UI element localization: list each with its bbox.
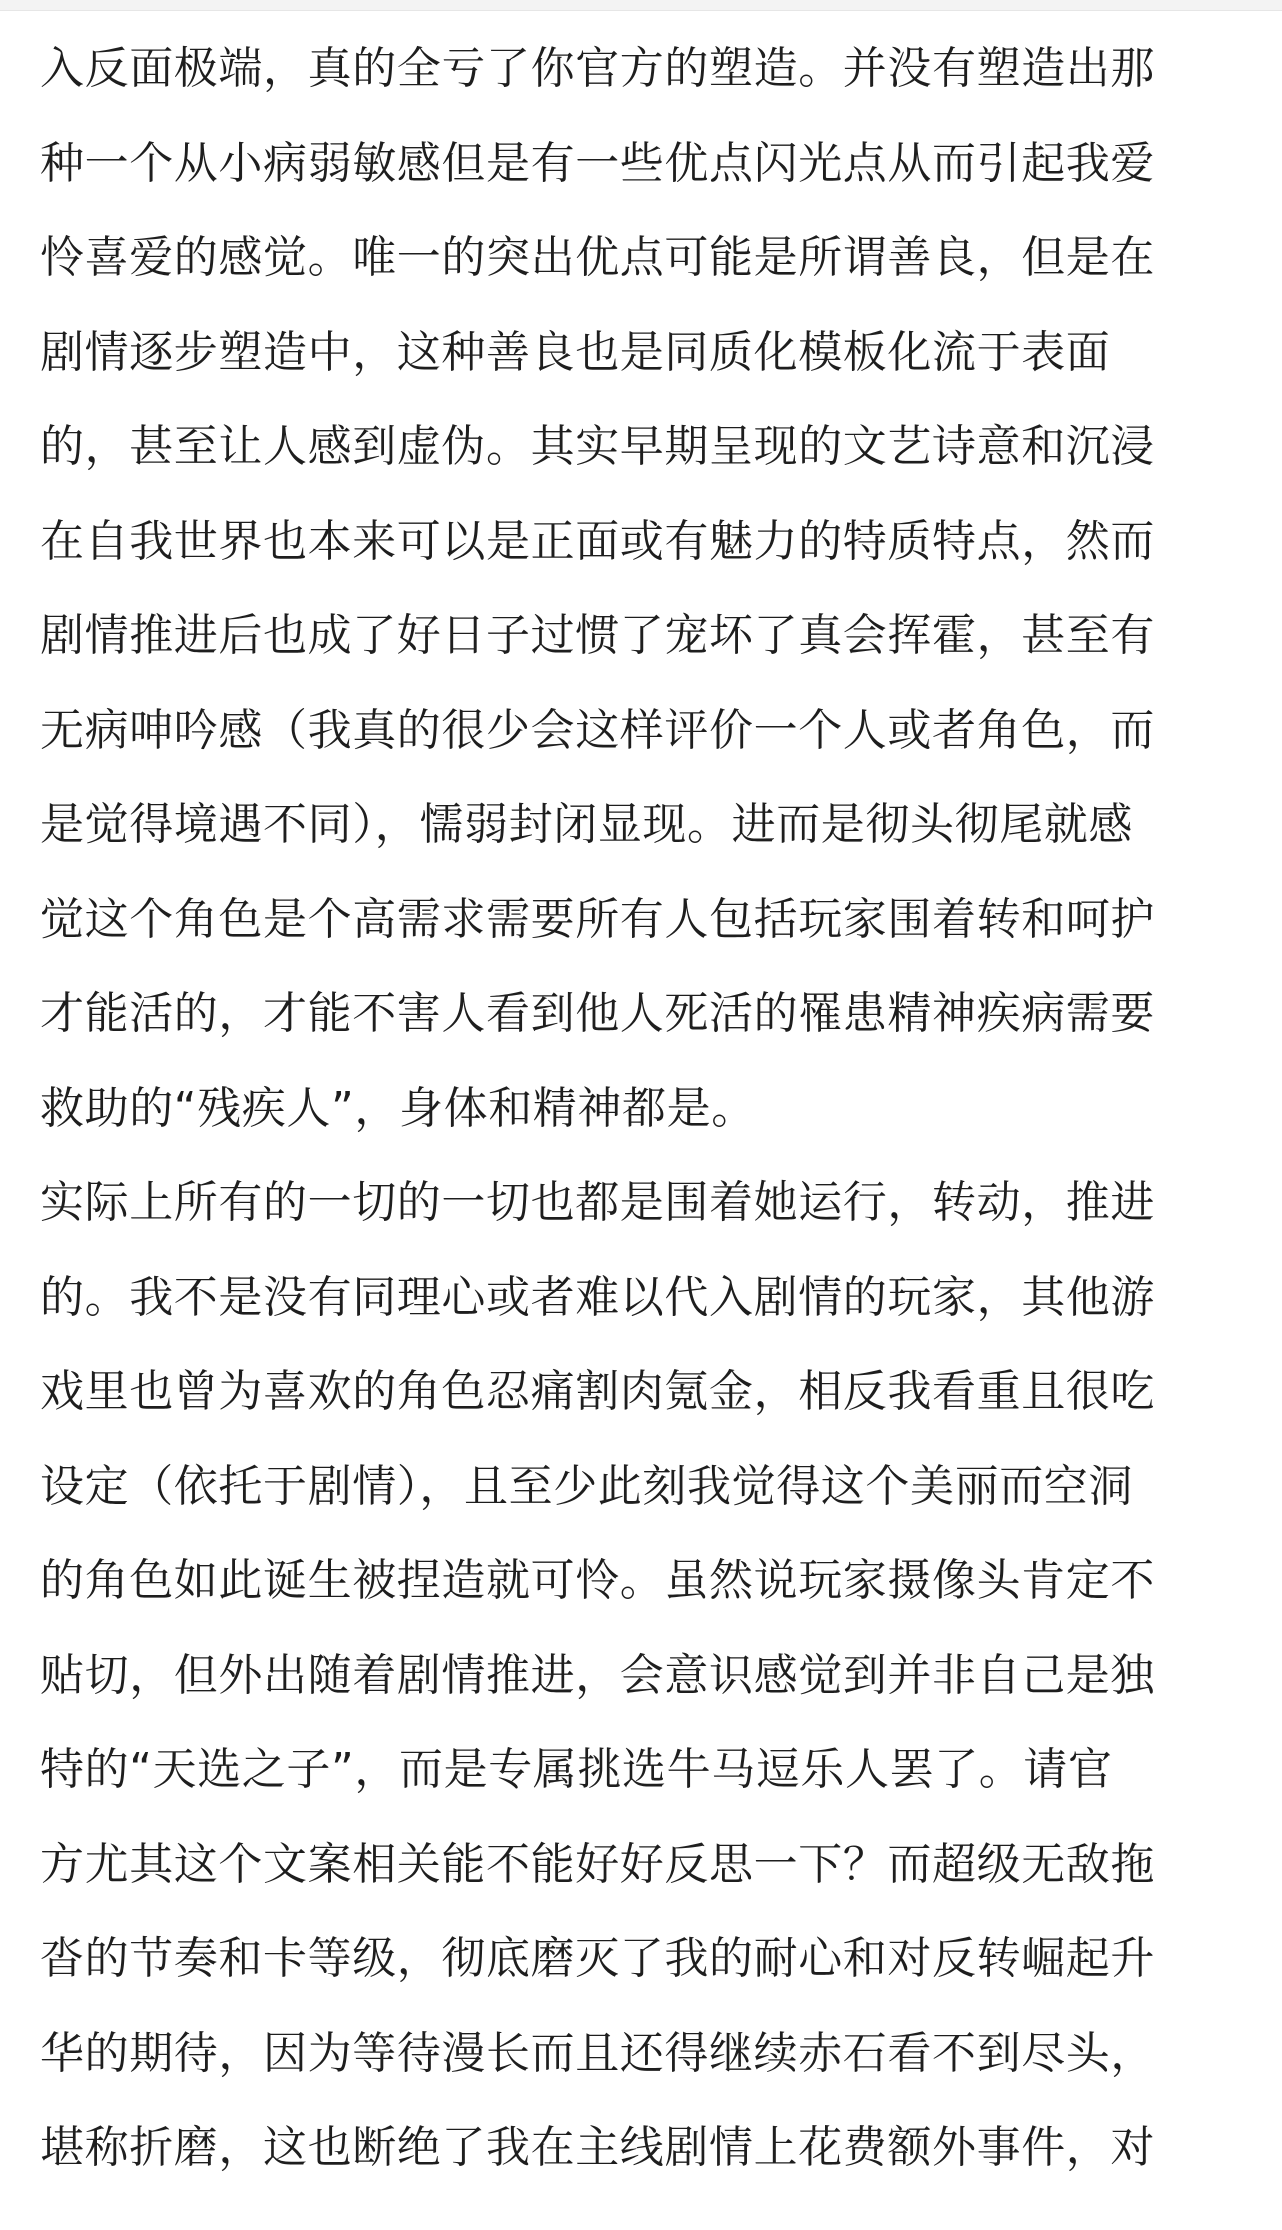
text-line: 救助的“残疾人”，身体和精神都是。 [40, 1082, 756, 1134]
top-divider [0, 0, 1282, 11]
text-line: 的角色如此诞生被捏造就可怜。虽然说玩家摄像头肯定不 [40, 1555, 1155, 1606]
text-line: 戏里也曾为喜欢的角色忍痛割肉氪金，相反我看重且很吃 [40, 1366, 1155, 1417]
text-line: 剧情推进后也成了好日子过惯了宠坏了真会挥霍，甚至有 [40, 610, 1155, 661]
text-line: 觉这个角色是个高需求需要所有人包括玩家围着转和呵护 [40, 893, 1155, 945]
text-line: 特的“天选之子”，而是专属挑选牛马逗乐人罢了。请官 [40, 1744, 1113, 1795]
text-line: 华的期待，因为等待漫长而且还得继续赤石看不到尽头， [40, 2027, 1155, 2079]
text-line: 的。我不是没有同理心或者难以代入剧情的玩家，其他游 [40, 1271, 1155, 1323]
text-line: 的，甚至让人感到虚伪。其实早期呈现的文艺诗意和沉浸 [40, 421, 1155, 472]
text-line: 设定（依托于剧情），且至少此刻我觉得这个美丽而空洞 [40, 1460, 1133, 1512]
text-line: 剧情逐步塑造中，这种善良也是同质化模板化流于表面 [40, 326, 1111, 378]
text-line: 实际上所有的一切的一切也都是围着她运行，转动，推进 [40, 1177, 1155, 1228]
text-line: 入反面极端，真的全亏了你官方的塑造。并没有塑造出那 [40, 43, 1155, 94]
text-line: 种一个从小病弱敏感但是有一些优点闪光点从而引起我爱 [40, 137, 1155, 189]
text-line: 方尤其这个文案相关能不能好好反思一下？而超级无敌拖 [40, 1838, 1155, 1890]
text-line: 贴切，但外出随着剧情推进，会意识感觉到并非自己是独 [40, 1649, 1155, 1701]
text-line: 怜喜爱的感觉。唯一的突出优点可能是所谓善良，但是在 [40, 232, 1155, 283]
article-body [40, 22, 1240, 2196]
text-line: 才能活的，才能不害人看到他人死活的罹患精神疾病需要 [40, 988, 1155, 1039]
text-line: 堪称折磨，这也断绝了我在主线剧情上花费额外事件，对 [40, 2122, 1155, 2173]
text-line: 沓的节奏和卡等级，彻底磨灭了我的耐心和对反转崛起升 [40, 1933, 1155, 1984]
text-line: 是觉得境遇不同），懦弱封闭显现。进而是彻头彻尾就感 [40, 799, 1133, 850]
text-line: 在自我世界也本来可以是正面或有魅力的特质特点，然而 [40, 515, 1155, 567]
text-line: 无病呻吟感（我真的很少会这样评价一个人或者角色，而 [40, 704, 1155, 756]
